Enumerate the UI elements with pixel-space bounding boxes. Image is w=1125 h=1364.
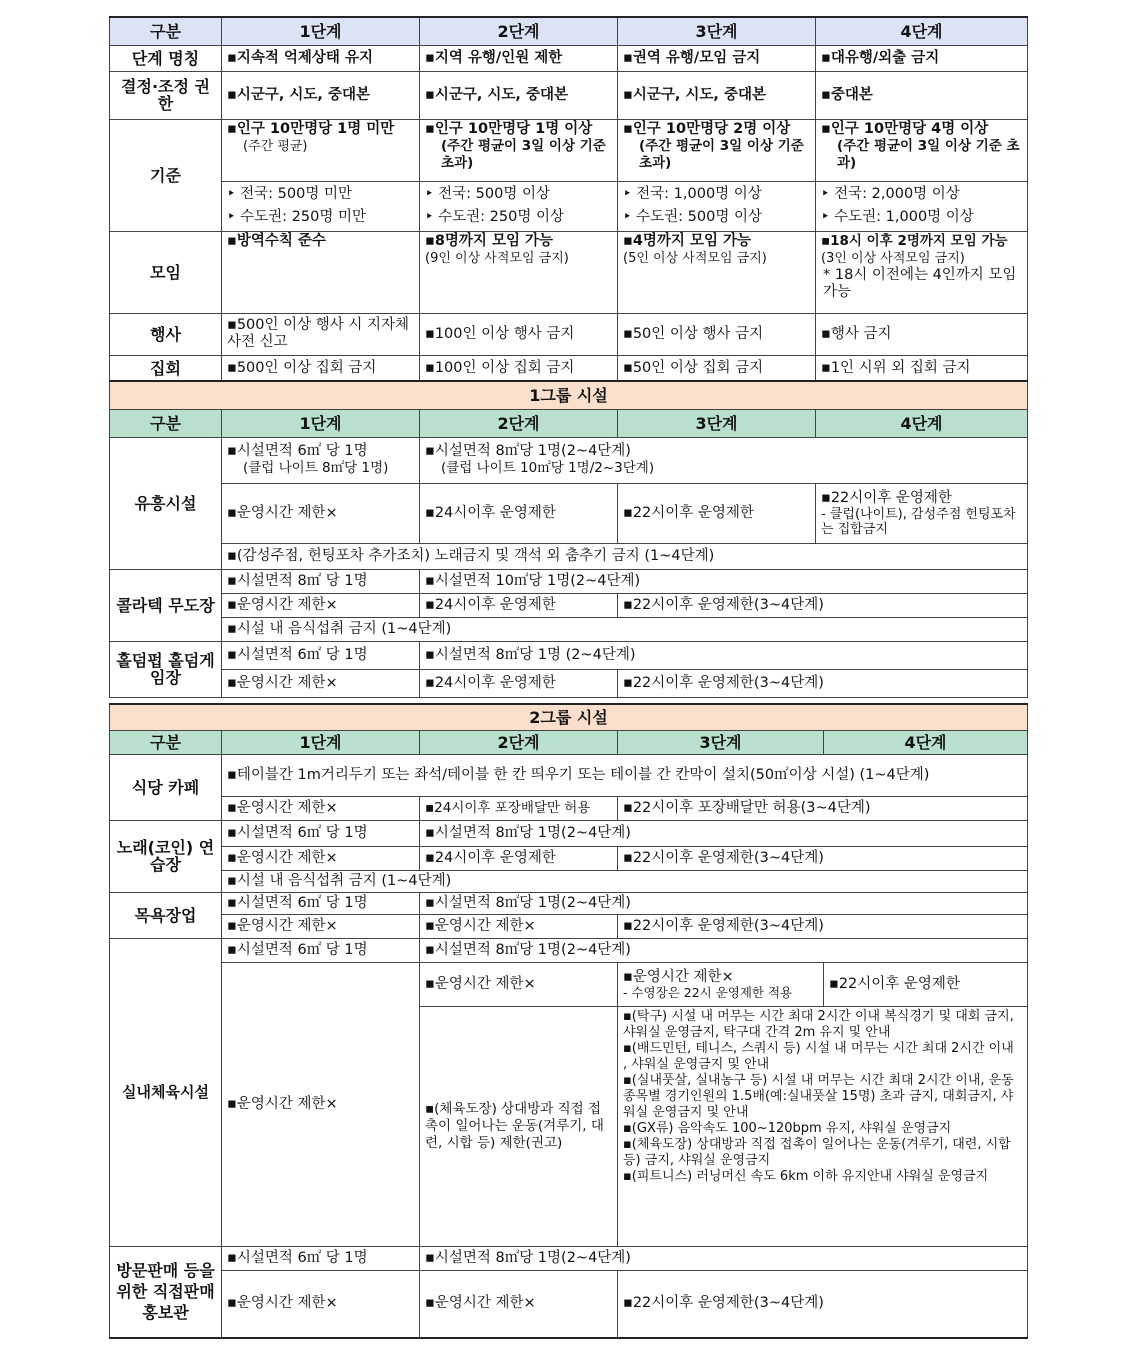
kar-area-1: ▪시설면적 6㎡ 당 1명 <box>222 820 420 846</box>
kar-hours-1: ▪운영시간 제한× <box>222 846 420 870</box>
rally-3: ▪50인 이상 집회 금지 <box>618 355 816 381</box>
bath-hours-2: ▪운영시간 제한× <box>420 914 618 938</box>
event-3: ▪50인 이상 행사 금지 <box>618 313 816 355</box>
row-label-criteria: 기준 <box>110 119 222 231</box>
hold-hours-1: ▪운영시간 제한× <box>222 669 420 697</box>
ent-area-2: ▪시설면적 8㎡당 1명(2~4단계) (클럽 나이트 10㎡당 1명/2~3단계) <box>420 437 1028 483</box>
col-hours-3: ▪22시이후 운영제한(3~4단계) <box>618 593 1028 617</box>
hold-hours-3: ▪22시이후 운영제한(3~4단계) <box>618 669 1028 697</box>
sports-area-2: ▪시설면적 8㎡당 1명(2~4단계) <box>420 938 1028 962</box>
kar-food-rule: ▪시설 내 음식섭취 금지 (1~4단계) <box>222 870 1028 892</box>
ent-hours-4: ▪22시이후 운영제한 - 클럽(나이트), 감성주점 헌팅포차는 집합금지 <box>816 483 1028 543</box>
g2-header-stage-3: 3단계 <box>618 730 824 754</box>
ent-hours-3: ▪22시이후 운영제한 <box>618 483 816 543</box>
g2-header-stage-4: 4단계 <box>824 730 1028 754</box>
group2-table <box>109 703 1028 1339</box>
sports-area-1: ▪시설면적 6㎡ 당 1명 <box>222 938 420 962</box>
ent-hours-2: ▪24시이후 운영제한 <box>420 483 618 543</box>
group1-table <box>109 380 1028 698</box>
label-sports: 실내체육시설 <box>110 938 222 1246</box>
rule-dojo: ▪(체육도장) 상대방과 직접 접촉이 일어나는 운동(겨루기, 대련, 시합 등) 금지, 샤워실 운영금지 <box>623 1136 1011 1168</box>
ent-hours-1: ▪운영시간 제한× <box>222 483 420 543</box>
criteria-main-2: ▪인구 10만명당 1명 이상 (주간 평균이 3일 이상 기준 초과) <box>420 119 618 181</box>
header-stage-3: 3단계 <box>618 17 816 45</box>
header-stage-2: 2단계 <box>420 17 618 45</box>
bath-hours-3: ▪22시이후 운영제한(3~4단계) <box>618 914 1028 938</box>
g1-header-stage-2: 2단계 <box>420 409 618 437</box>
col-area-1: ▪시설면적 8㎡ 당 1명 <box>222 569 420 593</box>
criteria-counts-3: ‣ 전국: 1,000명 이상 ‣ 수도권: 500명 이상 <box>618 181 816 231</box>
bath-hours-1: ▪운영시간 제한× <box>222 914 420 938</box>
criteria-main-4: ▪인구 10만명당 4명 이상 (주간 평균이 3일 이상 기준 초과) <box>816 119 1028 181</box>
header-stage-1: 1단계 <box>222 17 420 45</box>
label-holdem: 홀덤펍 홀덤게임장 <box>110 641 222 697</box>
sales-hours-2: ▪운영시간 제한× <box>420 1270 618 1338</box>
rule-badminton: ▪(배드민턴, 테니스, 스쿼시 등) 시설 내 머무는 시간 최대 2시간 이내 , 샤워실 운영금지 및 안내 <box>623 1040 1014 1072</box>
criteria-main-3: ▪인구 10만명당 2명 이상 (주간 평균이 3일 이상 기준 초과) <box>618 119 816 181</box>
row-label-gathering: 모임 <box>110 231 222 313</box>
bath-area-2: ▪시설면적 8㎡당 1명(2~4단계) <box>420 892 1028 914</box>
label-karaoke: 노래(코인) 연습장 <box>110 820 222 892</box>
gathering-3: ▪4명까지 모임 가능 (5인 이상 사적모임 금지) <box>618 231 816 313</box>
event-2: ▪100인 이상 행사 금지 <box>420 313 618 355</box>
criteria-main-1: ▪인구 10만명당 1명 미만 (주간 평균) <box>222 119 420 181</box>
gathering-1: ▪방역수칙 준수 <box>222 231 420 313</box>
rally-2: ▪100인 이상 집회 금지 <box>420 355 618 381</box>
bath-area-1: ▪시설면적 6㎡ 당 1명 <box>222 892 420 914</box>
rest-hours-3: ▪22시이후 포장배달만 허용(3~4단계) <box>618 796 1028 820</box>
gathering-2: ▪8명까지 모임 가능 (9인 이상 사적모임 금지) <box>420 231 618 313</box>
sports-hours-2: ▪운영시간 제한× <box>420 962 618 1006</box>
col-area-2: ▪시설면적 10㎡당 1명(2~4단계) <box>420 569 1028 593</box>
sports-hours-3: ▪운영시간 제한× - 수영장은 22시 운영제한 적용 <box>618 962 824 1006</box>
hold-area-1: ▪시설면적 6㎡ 당 1명 <box>222 641 420 669</box>
group2-title: 2그룹 시설 <box>110 704 1028 730</box>
rule-fitness: ▪(피트니스) 러닝머신 속도 6km 이하 유지안내 샤워실 운영금지 <box>623 1168 989 1184</box>
label-bath: 목욕장업 <box>110 892 222 938</box>
event-4: ▪행사 금지 <box>816 313 1028 355</box>
label-sales: 방문판매 등을 위한 직접판매 홍보관 <box>110 1246 222 1338</box>
g1-header-stage-3: 3단계 <box>618 409 816 437</box>
label-restaurant: 식당 카페 <box>110 754 222 820</box>
gathering-4: ▪18시 이후 2명까지 모임 가능 (3인 이상 사적모임 금지) * 18시 이전에는 4인까지 모임 가능 <box>816 231 1028 313</box>
sports-gym-stage2: ▪(체육도장) 상대방과 직접 접촉이 일어나는 운동(겨루기, 대련, 시합 등) 제한(권고) <box>420 1006 618 1246</box>
stage-name-1: ▪지속적 억제상태 유지 <box>222 45 420 71</box>
row-label-stage-name: 단계 명칭 <box>110 45 222 71</box>
row-label-rally: 집회 <box>110 355 222 381</box>
sports-rules <box>618 1006 1028 1246</box>
kar-hours-3: ▪22시이후 운영제한(3~4단계) <box>618 846 1028 870</box>
rule-tabletennis: ▪(탁구) 시설 내 머무는 시간 최대 2시간 이내 복식경기 및 대회 금지, 샤워실 운영금지, 탁구대 간격 2m 유지 및 안내 <box>623 1008 1014 1040</box>
kar-hours-2: ▪24시이후 운영제한 <box>420 846 618 870</box>
stage-name-3: ▪권역 유행/모임 금지 <box>618 45 816 71</box>
ent-extra-rule: ▪(감성주점, 헌팅포차 추가조치) 노래금지 및 객석 외 춤추기 금지 (1~4단계) <box>222 543 1028 569</box>
sports-hours-1: ▪운영시간 제한× <box>222 962 420 1246</box>
authority-3: ▪시군구, 시도, 중대본 <box>618 71 816 119</box>
authority-1: ▪시군구, 시도, 중대본 <box>222 71 420 119</box>
kar-area-2: ▪시설면적 8㎡당 1명(2~4단계) <box>420 820 1028 846</box>
authority-2: ▪시군구, 시도, 중대본 <box>420 71 618 119</box>
sales-area-1: ▪시설면적 6㎡ 당 1명 <box>222 1246 420 1270</box>
rally-1: ▪500인 이상 집회 금지 <box>222 355 420 381</box>
hold-area-2: ▪시설면적 8㎡당 1명 (2~4단계) <box>420 641 1028 669</box>
rule-gx: ▪(GX류) 음악속도 100~120bpm 유지, 샤워실 운영금지 <box>623 1120 952 1136</box>
sports-hours-4: ▪22시이후 운영제한 <box>824 962 1028 1006</box>
col-food-rule: ▪시설 내 음식섭취 금지 (1~4단계) <box>222 617 1028 641</box>
g1-header-stage-4: 4단계 <box>816 409 1028 437</box>
g2-header-category: 구분 <box>110 730 222 754</box>
g1-header-category: 구분 <box>110 409 222 437</box>
hold-hours-2: ▪24시이후 운영제한 <box>420 669 618 697</box>
stage-name-2: ▪지역 유행/인원 제한 <box>420 45 618 71</box>
ent-area-1: ▪시설면적 6㎡ 당 1명 (클럽 나이트 8㎡당 1명) <box>222 437 420 483</box>
rest-hours-2: ▪24시이후 포장배달만 허용 <box>420 796 618 820</box>
g1-header-stage-1: 1단계 <box>222 409 420 437</box>
stage-name-4: ▪대유행/외출 금지 <box>816 45 1028 71</box>
sales-hours-3: ▪22시이후 운영제한(3~4단계) <box>618 1270 1028 1338</box>
sales-area-2: ▪시설면적 8㎡당 1명(2~4단계) <box>420 1246 1028 1270</box>
row-label-event: 행사 <box>110 313 222 355</box>
header-category: 구분 <box>110 17 222 45</box>
label-entertainment: 유흥시설 <box>110 437 222 569</box>
rule-futsal: ▪(실내풋살, 실내농구 등) 시설 내 머무는 시간 최대 2시간 이내, 운동종목별 경기인원의 1.5배(예:실내풋살 15명) 초과 금지, 대회금지, 샤워실 운영금지 및 안내 <box>623 1072 1014 1120</box>
authority-4: ▪중대본 <box>816 71 1028 119</box>
stages-table <box>109 16 1028 382</box>
event-1: ▪500인 이상 행사 시 지자체 사전 신고 <box>222 313 420 355</box>
criteria-counts-1: ‣ 전국: 500명 미만 ‣ 수도권: 250명 미만 <box>222 181 420 231</box>
label-colatec: 콜라텍 무도장 <box>110 569 222 641</box>
row-label-authority: 결정·조정 권한 <box>110 71 222 119</box>
g2-header-stage-1: 1단계 <box>222 730 420 754</box>
criteria-counts-4: ‣ 전국: 2,000명 이상 ‣ 수도권: 1,000명 이상 <box>816 181 1028 231</box>
col-hours-2: ▪24시이후 운영제한 <box>420 593 618 617</box>
rally-4: ▪1인 시위 외 집회 금지 <box>816 355 1028 381</box>
group1-title: 1그룹 시설 <box>110 381 1028 409</box>
rest-distance-rule: ▪테이블간 1m거리두기 또는 좌석/테이블 한 칸 띄우기 또는 테이블 간 칸막이 설치(50㎡이상 시설) (1~4단계) <box>222 754 1028 796</box>
g2-header-stage-2: 2단계 <box>420 730 618 754</box>
sales-hours-1: ▪운영시간 제한× <box>222 1270 420 1338</box>
rest-hours-1: ▪운영시간 제한× <box>222 796 420 820</box>
col-hours-1: ▪운영시간 제한× <box>222 593 420 617</box>
header-stage-4: 4단계 <box>816 17 1028 45</box>
criteria-counts-2: ‣ 전국: 500명 이상 ‣ 수도권: 250명 이상 <box>420 181 618 231</box>
